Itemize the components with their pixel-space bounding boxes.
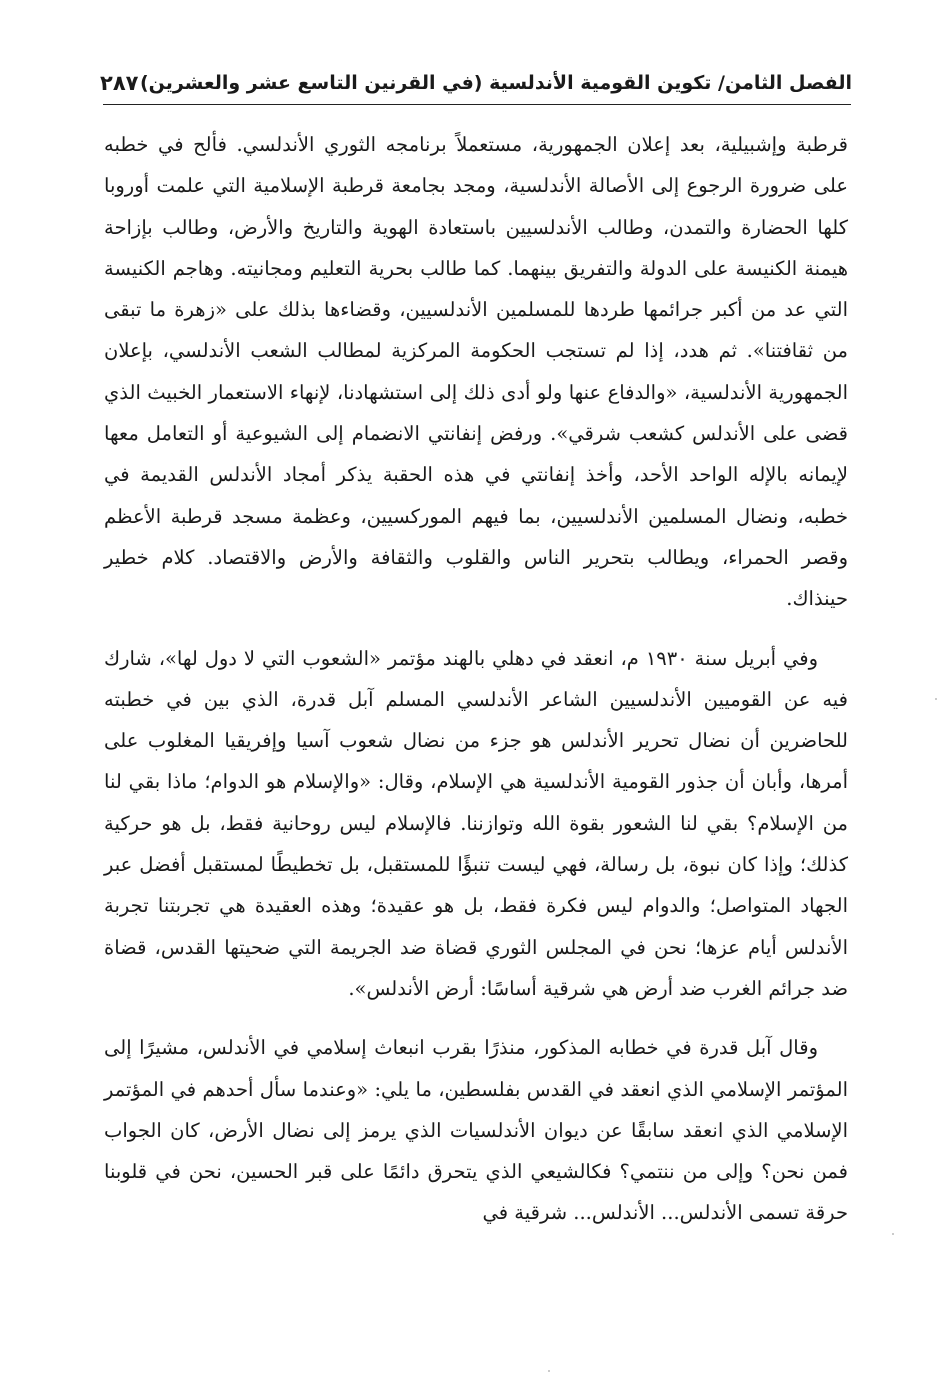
scan-speck bbox=[548, 1370, 550, 1372]
scan-speck bbox=[935, 698, 937, 700]
body-text bbox=[104, 124, 848, 1234]
page-number: ٢٨٧ bbox=[100, 71, 139, 95]
page-header bbox=[100, 66, 852, 100]
paragraph: وقال آبل قدرة في خطابه المذكور، منذرًا بقرب انبعاث إسلامي في الأندلس، مشيرًا إلى المؤتمر الإسلامي الذي انعقد في القدس بفلسطين، ما يلي: «وعندما سأل أحدهم في المؤتمر الإسلامي الذي انعقد سابقًا عن ديوان الأندلسيات الذي يرمز إلى نضال الأرض، كان الجواب فمن نحن؟ وإلى من ننتمي؟ فكالشيعي الذي يتحرق دائمًا على قبر الحسين، نحن في قلوبنا حرقة تسمى الأندلس... الأندلس... شرقية في bbox=[104, 1036, 848, 1225]
paragraph: قرطبة وإشبيلية، بعد إعلان الجمهورية، مستعملاً برنامجه الثوري الأندلسي. فألح في خطبه على ضرورة الرجوع إلى الأصالة الأندلسية، ومجد بجامعة قرطبة الإسلامية التي علمت أوروبا كلها الحضارة والتمدن، وطالب الأندلسيين باستعادة الهوية والتاريخ والأرض، وطالب بإزاحة هيمنة الكنيسة على الدولة والتفريق بينهما. كما طالب بحرية التعليم ومجانيته. وهاجم الكنيسة التي عد من أكبر جرائمها طردها للمسلمين الأندلسيين، وقضاءها بذلك على «زهرة ما تبقى من ثقافتنا». ثم هدد، إذا لم تستجب الحكومة المركزية لمطالب الشعب الأندلسي، بإعلان الجمهورية الأندلسية، «والدفاع عنها ولو أدى ذلك إلى استشهادنا، لإنهاء الاستعمار الخبيث الذي قضى على الأندلس كشعب شرقي». ورفض إنفانتي الانضمام إلى الشيوعية أو التعامل معها لإيمانه بالإله الواحد الأحد، وأخذ إنفانتي في هذه الحقبة يذكر أمجاد الأندلس القديمة في خطبه، ونضال المسلمين الأندلسيين، بما فيهم الموركسيين، وعظمة مسجد قرطبة الأعظم وقصر الحمراء، ويطالب بتحرير الناس والقلوب والثقافة والأرض والاقتصاد. كلام خطير حينذاك. bbox=[104, 133, 848, 611]
paragraph: وفي أبريل سنة ١٩٣٠ م، انعقد في دهلي بالهند مؤتمر «الشعوب التي لا دول لها»، شارك فيه عن القوميين الأندلسيين الشاعر الأندلسي المسلم آبل قدرة، الذي بين في خطبته للحاضرين أن نضال تحرير الأندلس هو جزء من نضال شعوب آسيا وإفريقيا المغلوب على أمرها، وأبان أن جذور القومية الأندلسية هي الإسلام، وقال: «والإسلام هو الدوام؛ ماذا بقي لنا من الإسلام؟ بقي لنا الشعور بقوة الله وتوازننا. فالإسلام ليس روحانية فقط، بل هو حركية كذلك؛ وإذا كان نبوة، بل رسالة، فهي ليست تنبؤًا للمستقبل، بل تخطيطًا لمستقبل أفضل عبر الجهاد المتواصل؛ والدوام ليس فكرة فقط، بل هو عقيدة؛ وهذه العقيدة هي تجربتنا تجربة الأندلس أيام عزها؛ نحن في المجلس الثوري قضاة ضد الجريمة التي ضحيتها القدس، قضاة ضد جرائم الغرب ضد أرض هي شرقية أساسًا: أرض الأندلس». bbox=[104, 646, 848, 1000]
running-title: الفصل الثامن/ تكوين القومية الأندلسية (في القرنين التاسع عشر والعشرين) bbox=[139, 72, 852, 94]
header-rule bbox=[103, 104, 851, 105]
scan-speck bbox=[892, 1233, 894, 1235]
